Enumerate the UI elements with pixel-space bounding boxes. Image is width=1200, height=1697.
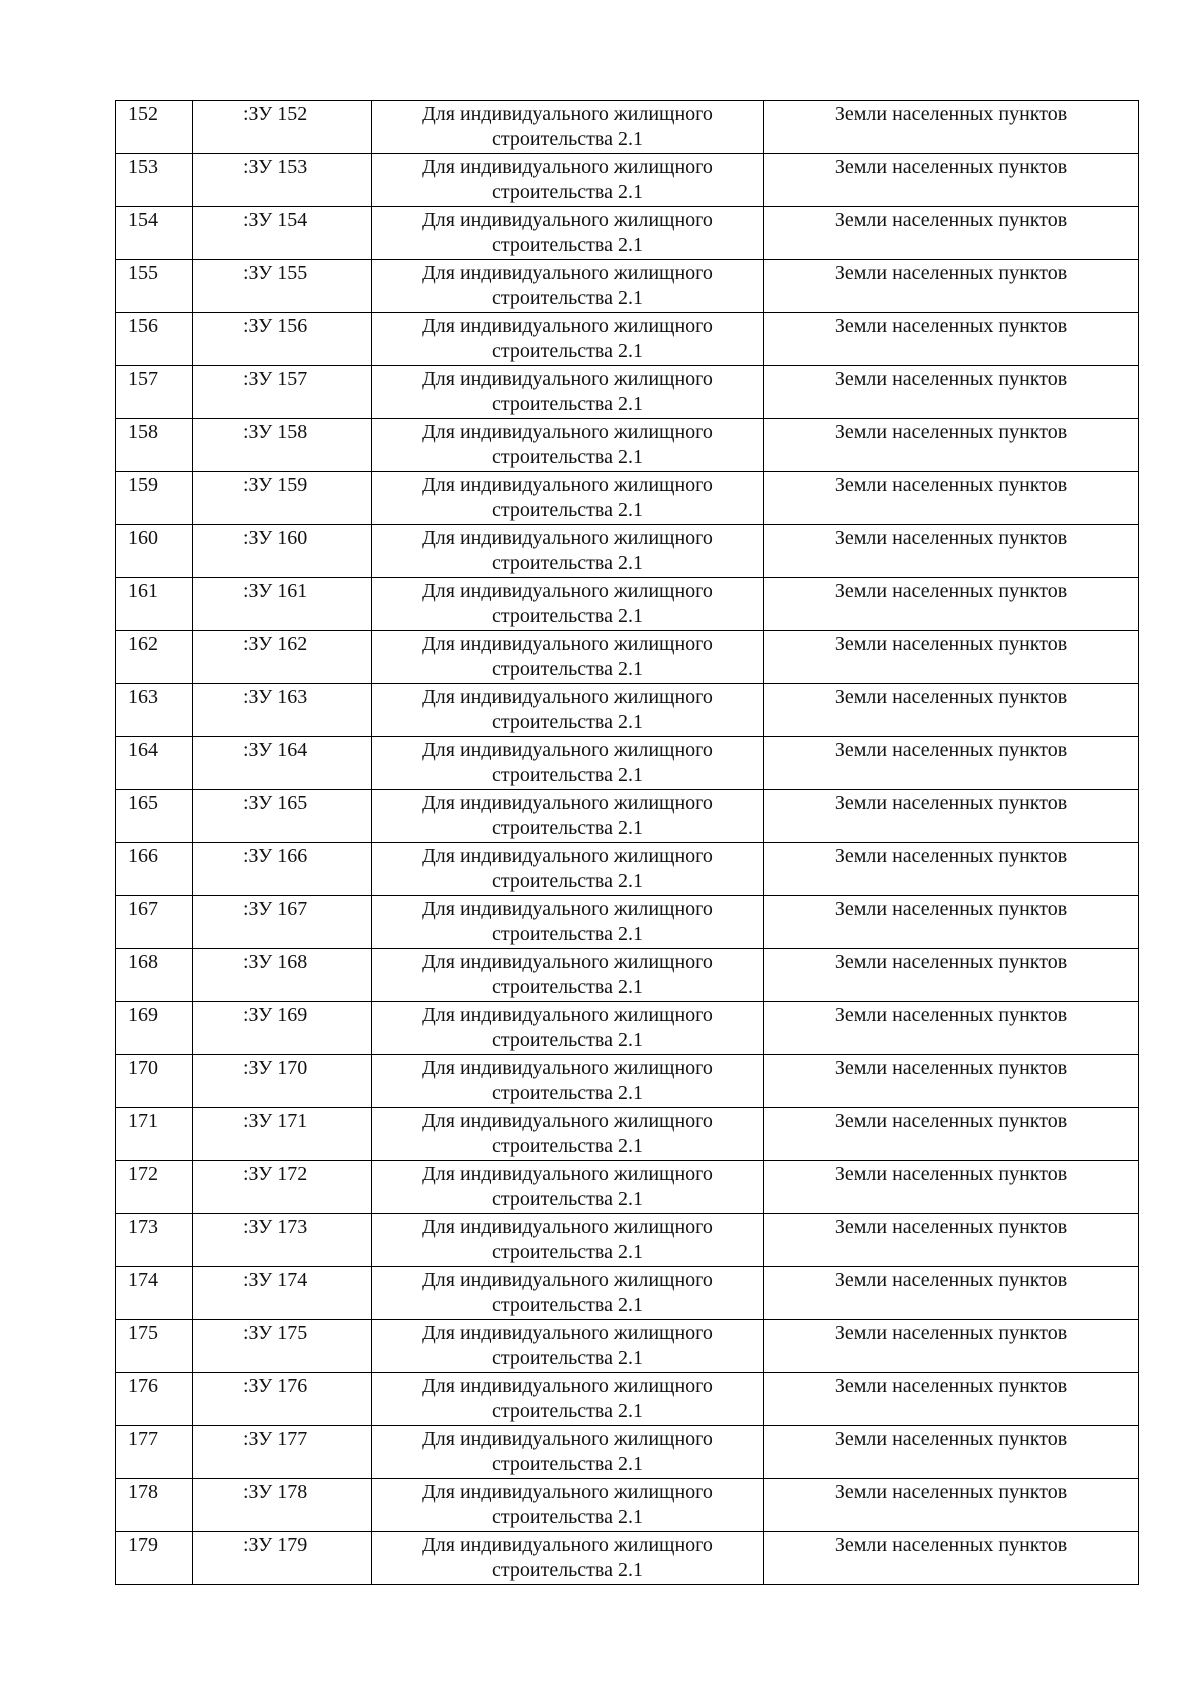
plot-code-cell: :ЗУ 153 xyxy=(193,154,372,207)
land-category-cell: Земли населенных пунктов xyxy=(764,843,1139,896)
permitted-use-line-2: строительства 2.1 xyxy=(492,1135,643,1157)
permitted-use-line-1: Для индивидуального жилищного xyxy=(422,792,713,814)
plot-code-cell: :ЗУ 171 xyxy=(193,1108,372,1161)
table-row xyxy=(116,419,1139,472)
permitted-use-line-1: Для индивидуального жилищного xyxy=(422,1428,713,1450)
permitted-use-line-2: строительства 2.1 xyxy=(492,552,643,574)
table-row xyxy=(116,472,1139,525)
plot-code-cell: :ЗУ 156 xyxy=(193,313,372,366)
permitted-use-line-1: Для индивидуального жилищного xyxy=(422,156,713,178)
row-number-cell: 161 xyxy=(116,578,193,631)
permitted-use-cell xyxy=(372,843,764,896)
permitted-use-line-2: строительства 2.1 xyxy=(492,340,643,362)
row-number-cell: 154 xyxy=(116,207,193,260)
plot-code-cell: :ЗУ 166 xyxy=(193,843,372,896)
row-number-cell: 171 xyxy=(116,1108,193,1161)
permitted-use-line-2: строительства 2.1 xyxy=(492,181,643,203)
permitted-use-line-2: строительства 2.1 xyxy=(492,817,643,839)
permitted-use-cell xyxy=(372,472,764,525)
row-number-cell: 167 xyxy=(116,896,193,949)
plot-code-cell: :ЗУ 178 xyxy=(193,1479,372,1532)
row-number-cell: 160 xyxy=(116,525,193,578)
plot-code-cell: :ЗУ 158 xyxy=(193,419,372,472)
permitted-use-cell xyxy=(372,684,764,737)
permitted-use-cell xyxy=(372,578,764,631)
row-number-cell: 156 xyxy=(116,313,193,366)
permitted-use-line-1: Для индивидуального жилищного xyxy=(422,633,713,655)
table-row xyxy=(116,1267,1139,1320)
land-category-cell: Земли населенных пунктов xyxy=(764,737,1139,790)
permitted-use-cell xyxy=(372,1055,764,1108)
land-category-cell: Земли населенных пунктов xyxy=(764,790,1139,843)
row-number-cell: 153 xyxy=(116,154,193,207)
permitted-use-line-2: строительства 2.1 xyxy=(492,976,643,998)
land-category-cell: Земли населенных пунктов xyxy=(764,260,1139,313)
permitted-use-cell xyxy=(372,1161,764,1214)
permitted-use-cell xyxy=(372,896,764,949)
land-category-cell: Земли населенных пунктов xyxy=(764,1532,1139,1585)
land-category-cell: Земли населенных пунктов xyxy=(764,1479,1139,1532)
permitted-use-cell xyxy=(372,790,764,843)
permitted-use-line-1: Для индивидуального жилищного xyxy=(422,580,713,602)
plot-code-cell: :ЗУ 159 xyxy=(193,472,372,525)
table-row xyxy=(116,737,1139,790)
permitted-use-line-2: строительства 2.1 xyxy=(492,1029,643,1051)
row-number-cell: 166 xyxy=(116,843,193,896)
plot-code-cell: :ЗУ 169 xyxy=(193,1002,372,1055)
table-row xyxy=(116,1479,1139,1532)
row-number-cell: 175 xyxy=(116,1320,193,1373)
permitted-use-cell xyxy=(372,207,764,260)
permitted-use-line-1: Для индивидуального жилищного xyxy=(422,103,713,125)
row-number-cell: 177 xyxy=(116,1426,193,1479)
plot-code-cell: :ЗУ 157 xyxy=(193,366,372,419)
permitted-use-cell xyxy=(372,949,764,1002)
row-number-cell: 162 xyxy=(116,631,193,684)
plot-code-cell: :ЗУ 168 xyxy=(193,949,372,1002)
permitted-use-line-2: строительства 2.1 xyxy=(492,1400,643,1422)
land-plots-table xyxy=(115,100,1139,1585)
permitted-use-line-2: строительства 2.1 xyxy=(492,1294,643,1316)
permitted-use-cell xyxy=(372,1002,764,1055)
plot-code-cell: :ЗУ 175 xyxy=(193,1320,372,1373)
permitted-use-line-1: Для индивидуального жилищного xyxy=(422,1110,713,1132)
table-row xyxy=(116,684,1139,737)
permitted-use-cell xyxy=(372,1373,764,1426)
row-number-cell: 174 xyxy=(116,1267,193,1320)
plot-code-cell: :ЗУ 170 xyxy=(193,1055,372,1108)
land-category-cell: Земли населенных пунктов xyxy=(764,472,1139,525)
row-number-cell: 170 xyxy=(116,1055,193,1108)
row-number-cell: 163 xyxy=(116,684,193,737)
permitted-use-line-2: строительства 2.1 xyxy=(492,658,643,680)
land-category-cell: Земли населенных пунктов xyxy=(764,1161,1139,1214)
permitted-use-cell xyxy=(372,1532,764,1585)
permitted-use-line-1: Для индивидуального жилищного xyxy=(422,1534,713,1556)
permitted-use-line-1: Для индивидуального жилищного xyxy=(422,898,713,920)
permitted-use-line-2: строительства 2.1 xyxy=(492,870,643,892)
permitted-use-line-1: Для индивидуального жилищного xyxy=(422,474,713,496)
permitted-use-line-1: Для индивидуального жилищного xyxy=(422,262,713,284)
row-number-cell: 159 xyxy=(116,472,193,525)
permitted-use-line-2: строительства 2.1 xyxy=(492,1082,643,1104)
table-row xyxy=(116,260,1139,313)
permitted-use-line-2: строительства 2.1 xyxy=(492,499,643,521)
permitted-use-line-2: строительства 2.1 xyxy=(492,234,643,256)
plot-code-cell: :ЗУ 174 xyxy=(193,1267,372,1320)
row-number-cell: 176 xyxy=(116,1373,193,1426)
row-number-cell: 152 xyxy=(116,101,193,154)
land-category-cell: Земли населенных пунктов xyxy=(764,578,1139,631)
permitted-use-line-2: строительства 2.1 xyxy=(492,287,643,309)
permitted-use-line-1: Для индивидуального жилищного xyxy=(422,1163,713,1185)
permitted-use-line-1: Для индивидуального жилищного xyxy=(422,209,713,231)
land-category-cell: Земли населенных пунктов xyxy=(764,207,1139,260)
permitted-use-line-1: Для индивидуального жилищного xyxy=(422,1216,713,1238)
land-category-cell: Земли населенных пунктов xyxy=(764,1426,1139,1479)
permitted-use-line-1: Для индивидуального жилищного xyxy=(422,686,713,708)
plot-code-cell: :ЗУ 161 xyxy=(193,578,372,631)
table-row xyxy=(116,790,1139,843)
permitted-use-cell xyxy=(372,313,764,366)
table-row xyxy=(116,313,1139,366)
land-category-cell: Земли населенных пунктов xyxy=(764,1108,1139,1161)
table-row xyxy=(116,1161,1139,1214)
permitted-use-line-2: строительства 2.1 xyxy=(492,605,643,627)
permitted-use-line-1: Для индивидуального жилищного xyxy=(422,1057,713,1079)
permitted-use-cell xyxy=(372,1320,764,1373)
table-row xyxy=(116,896,1139,949)
permitted-use-cell xyxy=(372,1214,764,1267)
permitted-use-line-2: строительства 2.1 xyxy=(492,128,643,150)
table-row xyxy=(116,1426,1139,1479)
table-row xyxy=(116,631,1139,684)
table-row xyxy=(116,207,1139,260)
permitted-use-line-2: строительства 2.1 xyxy=(492,446,643,468)
row-number-cell: 164 xyxy=(116,737,193,790)
permitted-use-line-2: строительства 2.1 xyxy=(492,764,643,786)
plot-code-cell: :ЗУ 172 xyxy=(193,1161,372,1214)
permitted-use-line-2: строительства 2.1 xyxy=(492,1453,643,1475)
land-category-cell: Земли населенных пунктов xyxy=(764,525,1139,578)
permitted-use-line-1: Для индивидуального жилищного xyxy=(422,315,713,337)
permitted-use-line-1: Для индивидуального жилищного xyxy=(422,739,713,761)
permitted-use-line-2: строительства 2.1 xyxy=(492,1347,643,1369)
row-number-cell: 158 xyxy=(116,419,193,472)
permitted-use-line-1: Для индивидуального жилищного xyxy=(422,951,713,973)
plot-code-cell: :ЗУ 179 xyxy=(193,1532,372,1585)
land-category-cell: Земли населенных пунктов xyxy=(764,684,1139,737)
table-row xyxy=(116,366,1139,419)
table-row xyxy=(116,154,1139,207)
land-category-cell: Земли населенных пунктов xyxy=(764,949,1139,1002)
plot-code-cell: :ЗУ 173 xyxy=(193,1214,372,1267)
permitted-use-line-1: Для индивидуального жилищного xyxy=(422,1375,713,1397)
land-category-cell: Земли населенных пунктов xyxy=(764,419,1139,472)
table-row xyxy=(116,843,1139,896)
table-row xyxy=(116,1055,1139,1108)
row-number-cell: 165 xyxy=(116,790,193,843)
land-category-cell: Земли населенных пунктов xyxy=(764,1002,1139,1055)
table-row xyxy=(116,1214,1139,1267)
plot-code-cell: :ЗУ 160 xyxy=(193,525,372,578)
permitted-use-cell xyxy=(372,154,764,207)
permitted-use-line-2: строительства 2.1 xyxy=(492,1506,643,1528)
land-category-cell: Земли населенных пунктов xyxy=(764,154,1139,207)
plot-code-cell: :ЗУ 163 xyxy=(193,684,372,737)
plot-code-cell: :ЗУ 154 xyxy=(193,207,372,260)
plot-code-cell: :ЗУ 164 xyxy=(193,737,372,790)
permitted-use-cell xyxy=(372,1479,764,1532)
plot-code-cell: :ЗУ 177 xyxy=(193,1426,372,1479)
permitted-use-line-2: строительства 2.1 xyxy=(492,1241,643,1263)
table-row xyxy=(116,578,1139,631)
row-number-cell: 155 xyxy=(116,260,193,313)
plot-code-cell: :ЗУ 155 xyxy=(193,260,372,313)
permitted-use-line-1: Для индивидуального жилищного xyxy=(422,1269,713,1291)
land-category-cell: Земли населенных пунктов xyxy=(764,1214,1139,1267)
permitted-use-line-2: строительства 2.1 xyxy=(492,1188,643,1210)
permitted-use-line-2: строительства 2.1 xyxy=(492,711,643,733)
table-row xyxy=(116,525,1139,578)
plot-code-cell: :ЗУ 162 xyxy=(193,631,372,684)
permitted-use-line-1: Для индивидуального жилищного xyxy=(422,1004,713,1026)
row-number-cell: 178 xyxy=(116,1479,193,1532)
permitted-use-cell xyxy=(372,101,764,154)
permitted-use-line-2: строительства 2.1 xyxy=(492,923,643,945)
permitted-use-cell xyxy=(372,366,764,419)
land-category-cell: Земли населенных пунктов xyxy=(764,313,1139,366)
table-row xyxy=(116,1108,1139,1161)
plot-code-cell: :ЗУ 167 xyxy=(193,896,372,949)
permitted-use-cell xyxy=(372,419,764,472)
land-category-cell: Земли населенных пунктов xyxy=(764,101,1139,154)
permitted-use-cell xyxy=(372,737,764,790)
table-row xyxy=(116,1373,1139,1426)
permitted-use-line-1: Для индивидуального жилищного xyxy=(422,368,713,390)
land-category-cell: Земли населенных пунктов xyxy=(764,896,1139,949)
plot-code-cell: :ЗУ 152 xyxy=(193,101,372,154)
table-row xyxy=(116,1320,1139,1373)
plot-code-cell: :ЗУ 165 xyxy=(193,790,372,843)
permitted-use-line-1: Для индивидуального жилищного xyxy=(422,1322,713,1344)
permitted-use-cell xyxy=(372,1108,764,1161)
permitted-use-line-1: Для индивидуального жилищного xyxy=(422,845,713,867)
permitted-use-cell xyxy=(372,631,764,684)
land-category-cell: Земли населенных пунктов xyxy=(764,1055,1139,1108)
table-row xyxy=(116,101,1139,154)
land-category-cell: Земли населенных пунктов xyxy=(764,1320,1139,1373)
land-category-cell: Земли населенных пунктов xyxy=(764,1267,1139,1320)
land-category-cell: Земли населенных пунктов xyxy=(764,631,1139,684)
table-body xyxy=(116,101,1139,1585)
permitted-use-line-1: Для индивидуального жилищного xyxy=(422,1481,713,1503)
permitted-use-cell xyxy=(372,260,764,313)
permitted-use-cell xyxy=(372,1426,764,1479)
land-category-cell: Земли населенных пунктов xyxy=(764,366,1139,419)
table-row xyxy=(116,1002,1139,1055)
permitted-use-cell xyxy=(372,1267,764,1320)
row-number-cell: 173 xyxy=(116,1214,193,1267)
permitted-use-line-1: Для индивидуального жилищного xyxy=(422,527,713,549)
row-number-cell: 168 xyxy=(116,949,193,1002)
row-number-cell: 169 xyxy=(116,1002,193,1055)
permitted-use-line-1: Для индивидуального жилищного xyxy=(422,421,713,443)
row-number-cell: 157 xyxy=(116,366,193,419)
land-category-cell: Земли населенных пунктов xyxy=(764,1373,1139,1426)
permitted-use-cell xyxy=(372,525,764,578)
row-number-cell: 179 xyxy=(116,1532,193,1585)
permitted-use-line-2: строительства 2.1 xyxy=(492,393,643,415)
permitted-use-line-2: строительства 2.1 xyxy=(492,1559,643,1581)
plot-code-cell: :ЗУ 176 xyxy=(193,1373,372,1426)
row-number-cell: 172 xyxy=(116,1161,193,1214)
table-row xyxy=(116,949,1139,1002)
table-row xyxy=(116,1532,1139,1585)
